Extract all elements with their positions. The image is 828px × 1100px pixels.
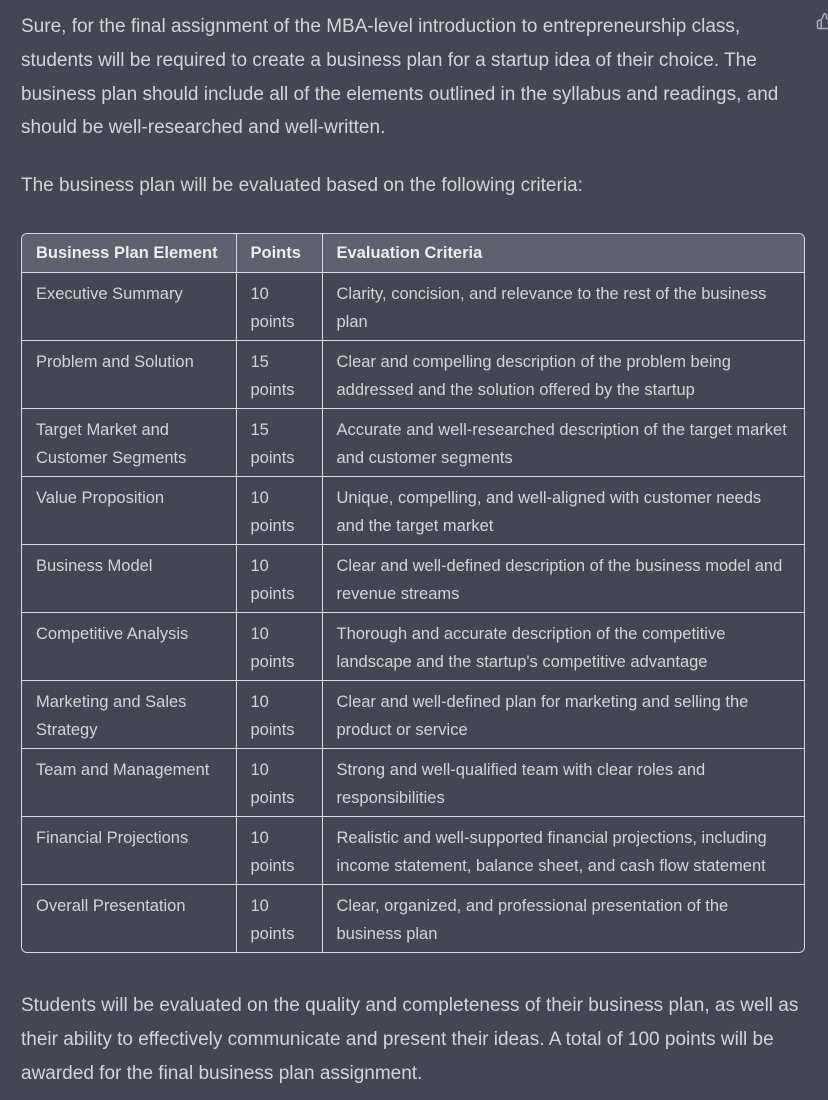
table-row: [22, 272, 804, 340]
row-element: Financial Projections: [22, 816, 236, 884]
table-header-row: [22, 234, 804, 273]
row-criteria: Clear, organized, and professional presentation of the business plan: [336, 896, 729, 944]
header-criteria: Evaluation Criteria: [322, 234, 804, 273]
row-criteria: Unique, compelling, and well-aligned with customer needs and the target market: [322, 476, 804, 544]
row-criteria: Clear and well-defined description of the business model and revenue streams: [322, 544, 804, 612]
table-row: [22, 340, 804, 408]
table-row: [22, 680, 804, 748]
row-element: Team and Management: [22, 748, 236, 816]
table-row: [22, 884, 804, 952]
row-element: Overall Presentation: [22, 884, 236, 952]
row-criteria: Thorough and accurate description of the competitive landscape and the startup's competitive advantage: [322, 612, 804, 680]
table-row: [22, 748, 804, 816]
row-element: Problem and Solution: [22, 340, 236, 408]
thumbs-up-icon[interactable]: [816, 12, 828, 30]
row-points: 10 points: [236, 544, 322, 612]
row-element: Target Market and Customer Segments: [22, 408, 236, 476]
row-points: 10 points: [236, 884, 322, 952]
table-row: [22, 544, 804, 612]
row-criteria: Clear and compelling description of the problem being addressed and the solution offered by the startup: [322, 340, 804, 408]
header-points: Points: [236, 234, 322, 273]
header-element: Business Plan Element: [22, 234, 236, 273]
table-row: [22, 408, 804, 476]
row-criteria: Strong and well-qualified team with clear roles and responsibilities: [322, 748, 804, 816]
row-element: Marketing and Sales Strategy: [22, 680, 236, 748]
closing-paragraph: Students will be evaluated on the quality and completeness of their business plan, as well as their ability to effectively communicate and present their ideas. A total of 100 points will be awarded for the final business plan assignment.: [21, 994, 799, 1084]
row-element: Competitive Analysis: [22, 612, 236, 680]
row-points: 15 points: [236, 340, 322, 408]
intro-paragraph: Sure, for the final assignment of the MBA-level introduction to entrepreneurship class, students will be required to create a business plan for a startup idea of their choice. The business plan should include all of the elements outlined in the syllabus and readings, and should be well-researched and well-written.: [21, 16, 779, 139]
criteria-lead-paragraph: The business plan will be evaluated based on the following criteria:: [21, 175, 583, 197]
table-row: [22, 612, 804, 680]
table-row: [22, 816, 804, 884]
row-element: Value Proposition: [22, 476, 236, 544]
row-element: Business Model: [22, 544, 236, 612]
row-points: 10 points: [236, 476, 322, 544]
row-points: 10 points: [236, 748, 322, 816]
row-criteria: Realistic and well-supported financial projections, including income statement, balance sheet, and cash flow statement: [322, 816, 804, 884]
assistant-message: [21, 10, 803, 1090]
row-criteria: Accurate and well-researched description of the target market and customer segments: [322, 408, 804, 476]
table-row: [22, 476, 804, 544]
row-points: 10 points: [236, 816, 322, 884]
criteria-table: [22, 234, 804, 952]
row-points: 10 points: [236, 612, 322, 680]
row-criteria: Clarity, concision, and relevance to the rest of the business plan: [322, 272, 804, 340]
criteria-table-container: [21, 233, 805, 953]
row-points: 15 points: [236, 408, 322, 476]
row-points: 10 points: [236, 272, 322, 340]
row-points: 10 points: [236, 680, 322, 748]
row-element: Executive Summary: [22, 272, 236, 340]
row-criteria: Clear and well-defined plan for marketing and selling the product or service: [322, 680, 804, 748]
